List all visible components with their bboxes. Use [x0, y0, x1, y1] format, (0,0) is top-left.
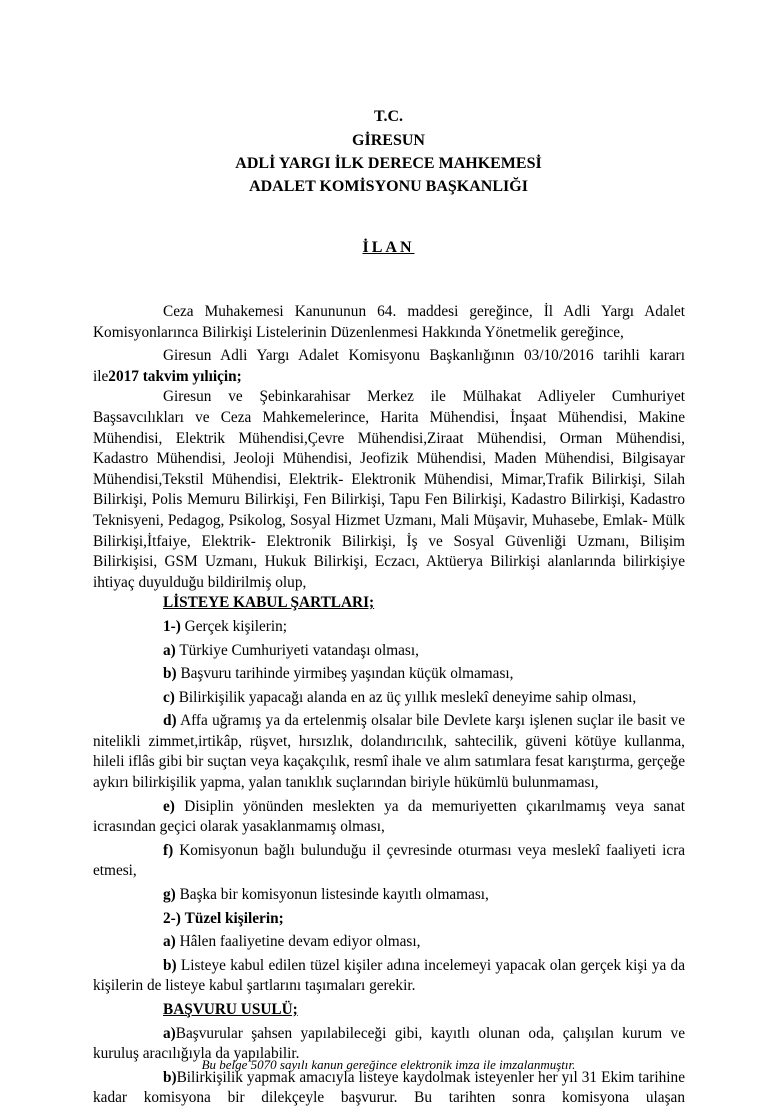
section-title-application: BAŞVURU USULÜ; [163, 1001, 298, 1018]
list-item [93, 664, 685, 685]
item-letter: c) [163, 688, 175, 706]
header-commission: ADALET KOMİSYONU BAŞKANLIĞI [249, 178, 528, 195]
item-letter: a) [163, 641, 176, 659]
item-text: Hâlen faaliyetine devam ediyor olması, [179, 933, 421, 951]
item-letter: a) [163, 933, 176, 951]
intro-paragraph-3: Giresun ve Şebinkarahisar Merkez ile Mülhakat Adliyeler Cumhuriyet Başsavcılıkları ve Ceza Mahkemelerince, Harita Mühendisi, İnşaat Mühendisi, Makine Mühendisi, Elektrik Mühendisi,Çevre Mühendisi,Ziraat Mühendisi, Orman Mühendisi, Kadastro Mühendisi, Jeoloji Mühendisi, Jeofizik Mühendisi, Maden Mühendisi, Bilgisayar Mühendisi,Tekstil Mühendisi, Elektrik- Elektronik Mühendisi, Mimar,Trafik Bilirkişi, Silah Bilirkişi, Polis Memuru Bilirkişi, Fen Bilirkişi, Tapu Fen Bilirkişi, Kadastro Bilirkişi, Kadastro Teknisyeni, Pedagog, Psikolog, Sosyal Hizmet Uzmanı, Mali Müşavir, Muhasebe, Emlak- Mülk Bilirkişi,İtfaiye, Elektrik- Elektronik Bilirkişi, İş ve Sosyal Güvenliği Uzmanı, Bilişim Bilirkişisi, GSM Uzmanı, Hukuk Bilirkişi, Eczacı, Aktüerya Bilirkişi alanlarında bilirkişiye ihtiyaç duyulduğu bildirilmiş olup, [93, 388, 685, 591]
item-text: Listeye kabul edilen tüzel kişiler adına incelemeyi yapacak olan gerçek kişi ya da kişilerin de listeye kabul şartlarını taşımaları gerekir. [93, 956, 685, 995]
list-item [93, 932, 685, 953]
list-item [93, 688, 685, 709]
item-letter: b) [163, 956, 177, 974]
subsection-natural-persons [93, 617, 685, 638]
document-body [93, 302, 685, 1109]
item-letter: f) [163, 841, 174, 859]
header-court: ADLİ YARGI İLK DERECE MAHKEMESİ [235, 155, 542, 172]
header-tc: T.C. [373, 108, 404, 125]
list-item [93, 841, 685, 882]
item-letter: e) [163, 797, 175, 815]
subsection-number: 1-) [163, 617, 181, 635]
intro-paragraph-2-text: Giresun Adli Yargı Adalet Komisyonu Başkanlığının 03/10/2016 tarihli kararı ile [93, 347, 685, 385]
item-text: Türkiye Cumhuriyeti vatandaşı olması, [179, 641, 419, 659]
item-letter: d) [163, 712, 177, 730]
document-title: İLAN [362, 239, 415, 256]
item-text: Affa uğramış ya da ertelenmiş olsalar bile Devlete karşı işlenen suçlar ile basit ve nitelikli zimmet,irtikâp, rüşvet, hırsızlık, dolandırıcılık, sahtecilik, güveni kötüye kullanma, hileli iflâs gibi bir suçtan veya kaçakçılık, resmî ihale ve alım satımlara fesat karıştırma, gerçeğe aykırı bilirkişilik yapma, yalan tanıklık suçlarından biriyle hükümlü bulunmaması, [93, 712, 685, 792]
subsection-number: 2-) [163, 909, 181, 927]
item-text: Başka bir komisyonun listesinde kayıtlı olmaması, [179, 886, 489, 904]
item-text: Disiplin yönünden meslekten ya da memuriyetten çıkarılmamış veya sanat icrasından geçici olarak yasaklanmamış olması, [93, 797, 685, 836]
intro-paragraph-2 [93, 346, 685, 387]
item-letter: a) [163, 1024, 176, 1042]
item-text: Başvurular şahsen yapılabileceği gibi, kayıtlı olunan oda, çalışılan kurum ve kuruluş aracılığıyla da yapılabilir. [93, 1024, 685, 1063]
section-title-acceptance: LİSTEYE KABUL ŞARTLARI; [163, 594, 375, 612]
subsection-legal-persons [93, 909, 685, 930]
item-letter: b) [163, 1068, 177, 1086]
section-heading-acceptance [93, 593, 685, 614]
item-letter: g) [163, 886, 176, 904]
intro-paragraph-2-bold: 2017 takvim yılıiçin; [108, 367, 242, 385]
item-text: Komisyonun bağlı bulunduğu il çevresinde oturması veya meslekî faaliyeti icra etmesi, [93, 841, 685, 880]
list-item [93, 641, 685, 662]
list-item [93, 711, 685, 793]
section-heading-application [93, 1000, 685, 1021]
header-city: GİRESUN [352, 132, 425, 149]
list-item [93, 956, 685, 997]
item-text: Bilirkişilik yapacağı alanda en az üç yıllık meslekî deneyime sahip olması, [178, 688, 637, 706]
subsection-label: Tüzel kişilerin; [184, 909, 284, 927]
footer-e-signature-note: Bu belge 5070 sayılı kanun gereğince elektronik imza ile imzalanmuştır. [201, 1057, 576, 1072]
intro-paragraph-1: Ceza Muhakemesi Kanununun 64. maddesi gereğince, İl Adli Yargı Adalet Komisyonlarınca Bilirkişi Listelerinin Düzenlenmesi Hakkında Yönetmelik gereğince, [93, 303, 685, 341]
list-item [93, 797, 685, 838]
item-text: Bilirkişilik yapmak amacıyla listeye kaydolmak isteyenler her yıl 31 Ekim tarihine kadar komisyona bir dilekçeyle başvurur. Bu tarihten sonra komisyona ulaşan [93, 1068, 685, 1107]
subsection-label: Gerçek kişilerin; [184, 617, 288, 635]
item-text: Başvuru tarihinde yirmibeş yaşından küçük olmaması, [180, 665, 514, 683]
item-letter: b) [163, 665, 177, 683]
list-item [93, 885, 685, 906]
list-item [93, 1068, 685, 1109]
